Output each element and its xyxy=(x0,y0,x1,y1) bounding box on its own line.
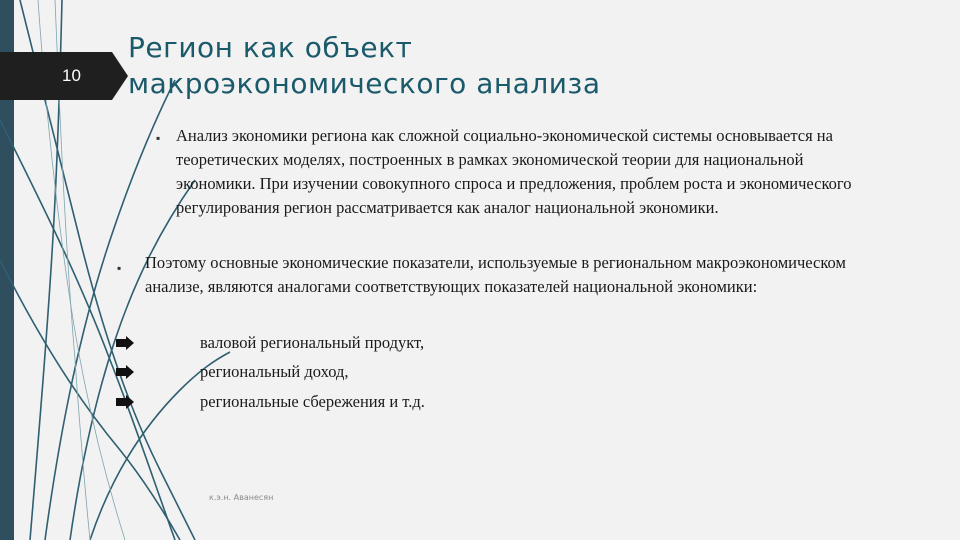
arrow-bullet-icon xyxy=(116,364,134,380)
list-item-text: валовой региональный продукт, xyxy=(200,333,425,352)
list-item xyxy=(116,360,616,384)
paragraph-2: Поэтому основные экономические показатели, используемые в региональном макроэкономическом анализе, являются аналогами соответствующих показателей национальной экономики: xyxy=(145,253,846,296)
arrow-bullet-icon xyxy=(116,394,134,410)
title-line-2: макроэкономического анализа xyxy=(128,67,601,100)
title-line-1: Регион как объект xyxy=(128,31,413,64)
bullet-dot: ▪ xyxy=(117,261,122,275)
list-item xyxy=(116,331,616,355)
paragraph-1: Анализ экономики региона как сложной социально-экономической системы основывается на теоретических моделях, построенных в рамках экономической теории для национальной экономики. При изучении совокупного спроса и предложения, проблем роста и экономического регулирования регион рассматривается как аналог национальной экономики. xyxy=(176,126,852,217)
list-item-text: региональные сбережения и т.д. xyxy=(200,392,425,411)
slide-number: 10 xyxy=(62,66,81,85)
list-item-text: региональный доход, xyxy=(200,362,349,381)
arrow-bullet-icon xyxy=(116,335,134,351)
list-item xyxy=(116,390,616,414)
bullet-dot: ▪ xyxy=(156,131,161,145)
footer-author: к.э.н. Аванесян xyxy=(209,493,274,502)
